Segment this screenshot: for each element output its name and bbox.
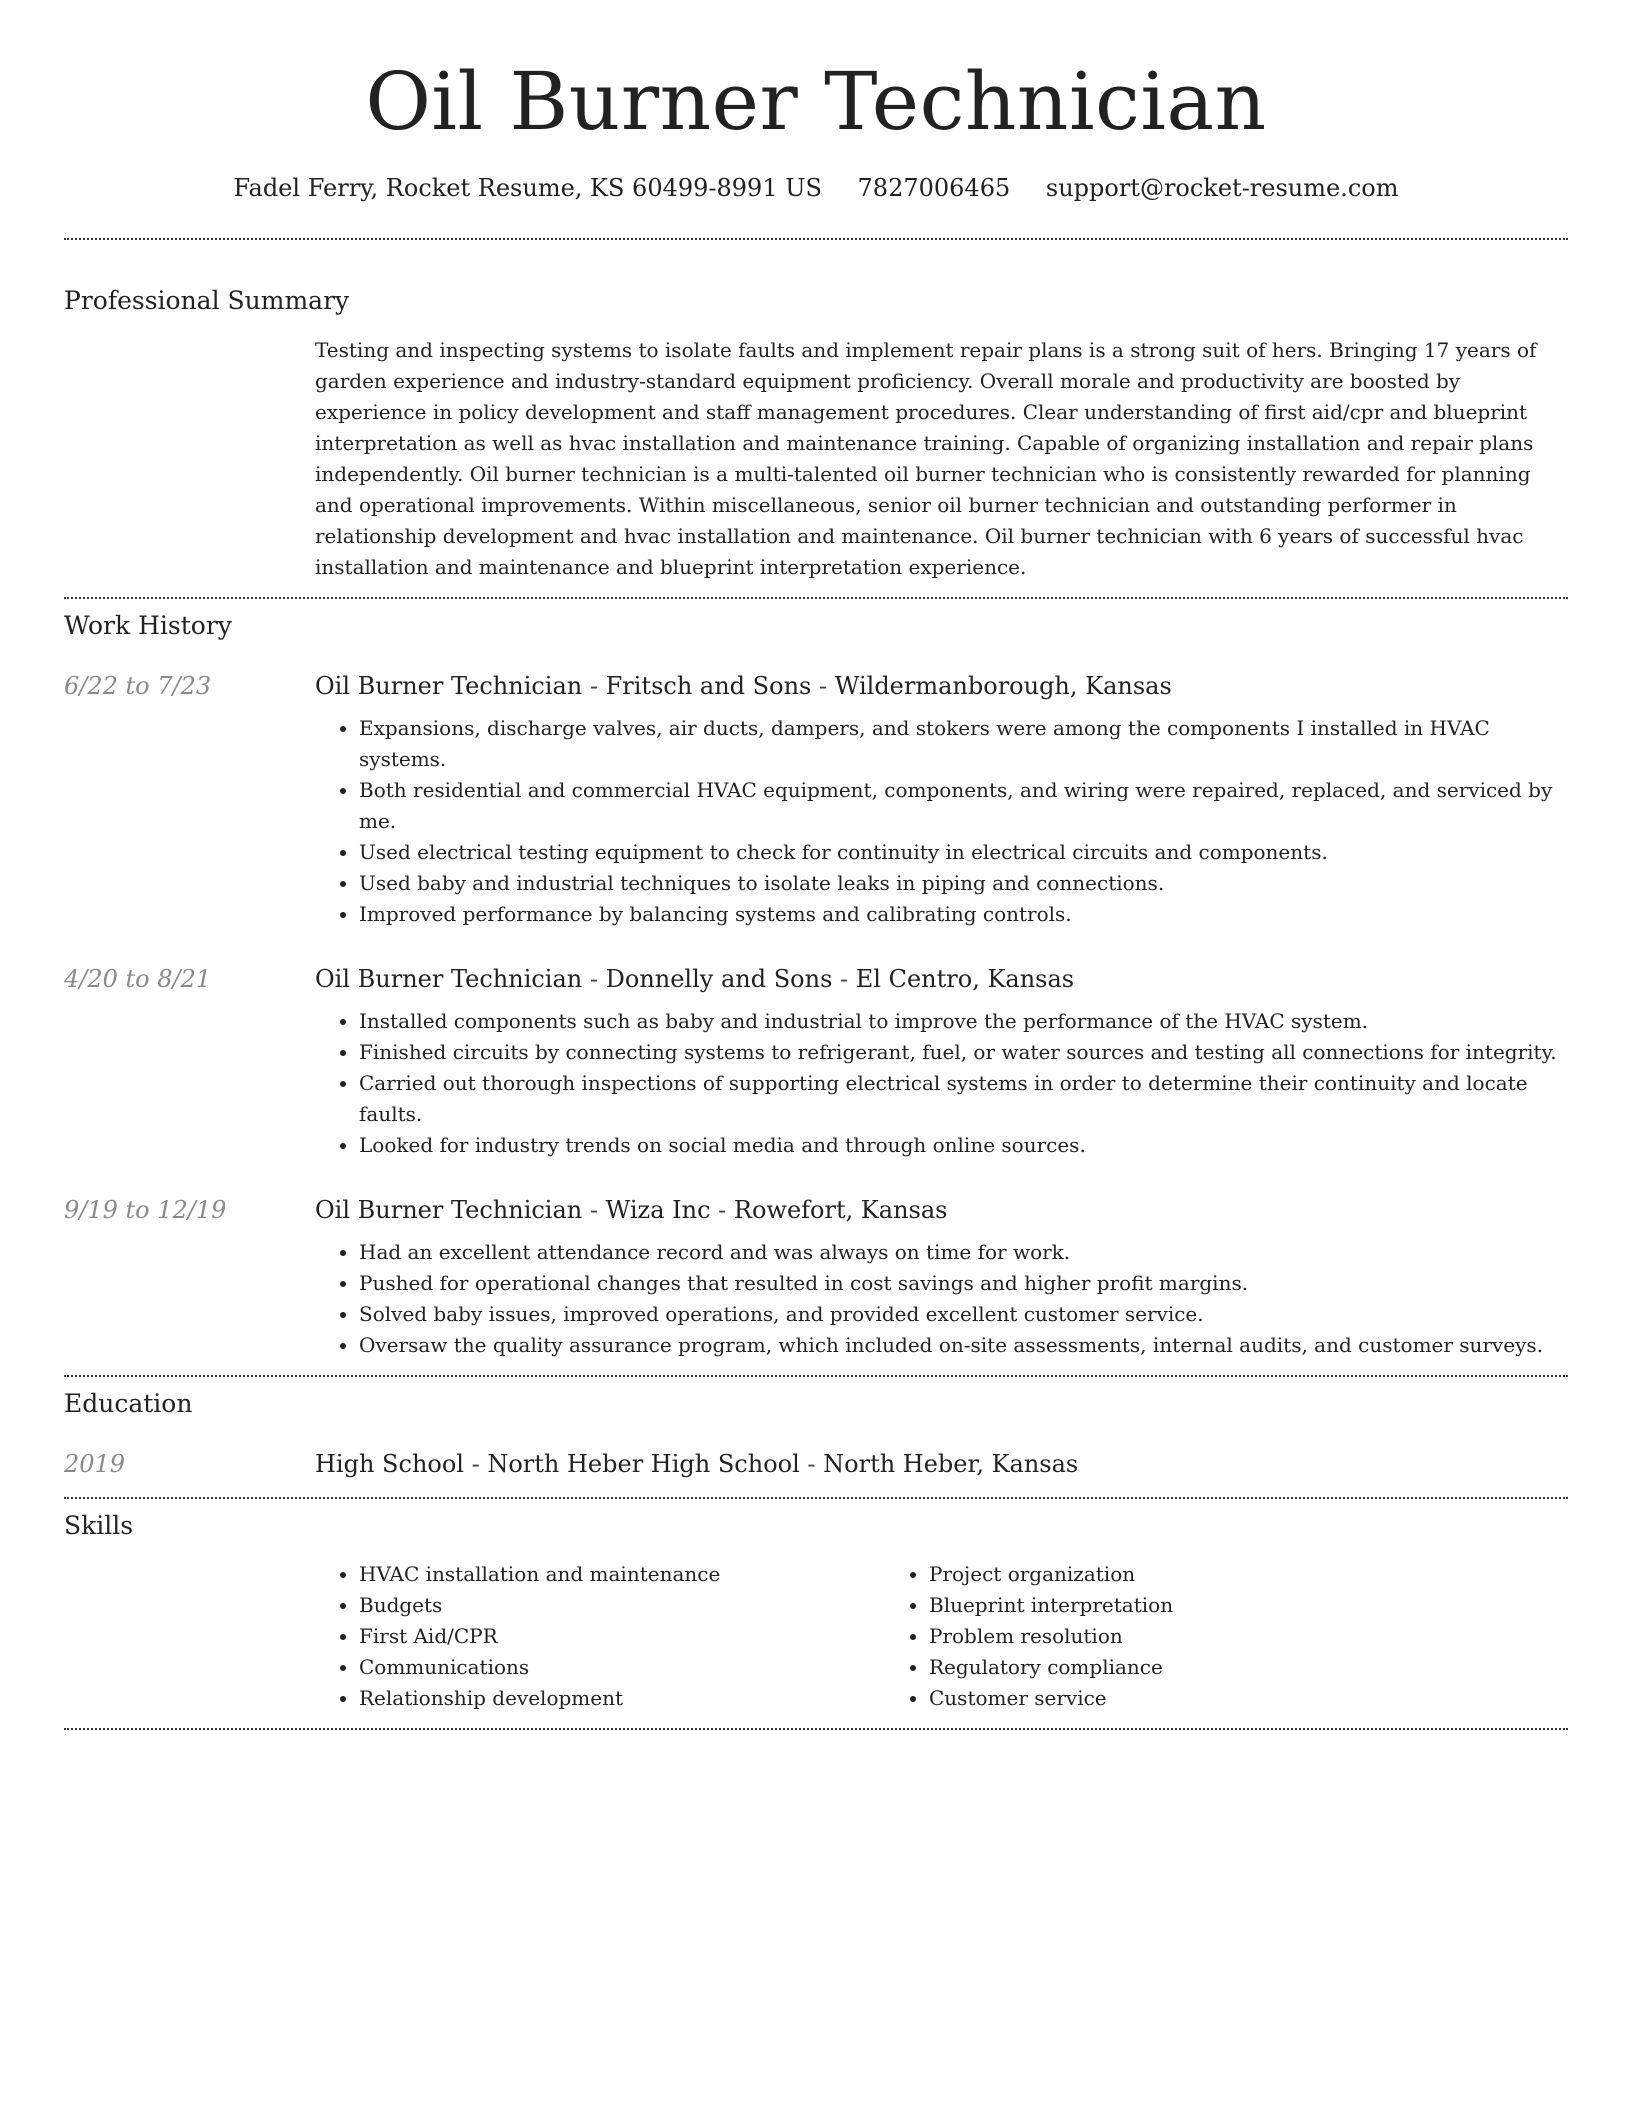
contact-line — [64, 172, 1568, 204]
list-item: • Had an excellent attendance record and was always on time for work. — [359, 1237, 1568, 1268]
separator: - — [463, 1450, 488, 1478]
job-role: Oil Burner Technician — [315, 965, 583, 993]
divider — [64, 238, 1568, 240]
skill-item: • HVAC installation and maintenance — [359, 1559, 885, 1590]
job-location: Wildermanborough, Kansas — [834, 672, 1172, 700]
separator: - — [582, 672, 606, 700]
job-bullets — [315, 1237, 1568, 1361]
job-bullets — [315, 1006, 1568, 1161]
resume-name: Oil Burner Technician — [365, 55, 1267, 148]
education-head — [315, 1447, 1078, 1481]
education-year: 2019 — [64, 1450, 126, 1478]
list-item: • Solved baby issues, improved operations, and provided excellent customer service. — [359, 1299, 1568, 1330]
separator: - — [832, 965, 856, 993]
job-location: El Centro, Kansas — [855, 965, 1075, 993]
job-company: Fritsch and Sons — [605, 672, 812, 700]
job-entry — [64, 1193, 1568, 1361]
job-header-row — [64, 1193, 1568, 1227]
list-item: • Used baby and industrial techniques to isolate leaks in piping and connections. — [359, 868, 1568, 899]
list-item: • Carried out thorough inspections of supporting electrical systems in order to determine their continuity and locate faults. — [359, 1068, 1568, 1130]
job-dates: 6/22 to 7/23 — [64, 672, 212, 700]
list-item: • Pushed for operational changes that resulted in cost savings and higher profit margins. — [359, 1268, 1568, 1299]
skills-heading: Skills — [64, 1511, 134, 1540]
job-title — [315, 962, 1074, 996]
job-dates: 9/19 to 12/19 — [64, 1196, 227, 1224]
skill-item: • Regulatory compliance — [929, 1652, 1500, 1683]
list-item: • Both residential and commercial HVAC equipment, components, and wiring were repaired, replaced, and serviced by me. — [359, 775, 1568, 837]
skill-item: • Budgets — [359, 1590, 885, 1621]
job-location: Rowefort, Kansas — [733, 1196, 948, 1224]
list-item: • Looked for industry trends on social media and through online sources. — [359, 1130, 1568, 1161]
divider — [64, 1728, 1568, 1730]
list-item: • Used electrical testing equipment to check for continuity in electrical circuits and components. — [359, 837, 1568, 868]
job-title — [315, 669, 1172, 703]
list-item: • Oversaw the quality assurance program, which included on-site assessments, internal audits, and customer surveys. — [359, 1330, 1568, 1361]
job-header-row — [64, 669, 1568, 703]
job-company: Donnelly and Sons — [605, 965, 833, 993]
job-role: Oil Burner Technician — [315, 1196, 583, 1224]
separator: - — [799, 1450, 824, 1478]
job-entry — [64, 962, 1568, 1161]
separator: - — [710, 1196, 734, 1224]
divider — [64, 1375, 1568, 1377]
skill-item: • First Aid/CPR — [359, 1621, 885, 1652]
skills-column-left — [315, 1559, 885, 1714]
list-item: • Finished circuits by connecting systems to refrigerant, fuel, or water sources and testing all connections for integrity. — [359, 1037, 1568, 1068]
list-item: • Improved performance by balancing systems and calibrating controls. — [359, 899, 1568, 930]
list-item: • Expansions, discharge valves, air ducts, dampers, and stokers were among the components I installed in HVAC systems. — [359, 713, 1568, 775]
summary-text: Testing and inspecting systems to isolate faults and implement repair plans is a strong suit of hers. Bringing 17 years of garden experience and industry-standard equipment proficiency. Overall morale and productivity are boosted by experience in policy development and staff management procedures. Clear understanding of first aid/cpr and blueprint interpretation as well as hvac installation and maintenance training. Capable of organizing installation and repair plans independently. Oil burner technician is a multi-talented oil burner technician who is consistently rewarded for planning and operational improvements. Within miscellaneous, senior oil burner technician and outstanding performer in relationship development and hvac installation and maintenance. Oil burner technician with 6 years of successful hvac installation and maintenance and blueprint interpretation experience. — [315, 338, 1537, 579]
education-heading: Education — [64, 1389, 193, 1418]
skill-item: • Communications — [359, 1652, 885, 1683]
separator: - — [811, 672, 835, 700]
separator: - — [582, 1196, 606, 1224]
skill-item: • Problem resolution — [929, 1621, 1500, 1652]
job-dates: 4/20 to 8/21 — [64, 965, 212, 993]
skill-item: • Relationship development — [359, 1683, 885, 1714]
job-title — [315, 1193, 948, 1227]
work-history-list — [64, 669, 1568, 1361]
education-location: North Heber, Kansas — [823, 1450, 1079, 1478]
skill-item: • Project organization — [929, 1559, 1500, 1590]
education-school: North Heber High School — [487, 1450, 800, 1478]
skills-column-right — [885, 1559, 1500, 1714]
list-item: • Installed components such as baby and industrial to improve the performance of the HVAC system. — [359, 1006, 1568, 1037]
contact-phone: 7827006465 — [857, 174, 1011, 202]
skill-item: • Blueprint interpretation — [929, 1590, 1500, 1621]
job-entry — [64, 669, 1568, 930]
contact-address: Fadel Ferry, Rocket Resume, KS 60499-8991 US — [233, 174, 822, 202]
job-header-row — [64, 962, 1568, 996]
contact-email: support@rocket-resume.com — [1045, 174, 1399, 202]
divider — [64, 1497, 1568, 1499]
divider — [64, 597, 1568, 599]
skills-list — [315, 1559, 1568, 1728]
education-entry — [64, 1447, 1568, 1497]
skill-item: • Customer service — [929, 1683, 1500, 1714]
job-role: Oil Burner Technician — [315, 672, 583, 700]
job-bullets — [315, 713, 1568, 930]
job-company: Wiza Inc — [605, 1196, 711, 1224]
separator: - — [582, 965, 606, 993]
work-history-heading: Work History — [64, 611, 232, 640]
education-degree: High School — [315, 1450, 464, 1478]
summary-heading: Professional Summary — [64, 286, 350, 315]
